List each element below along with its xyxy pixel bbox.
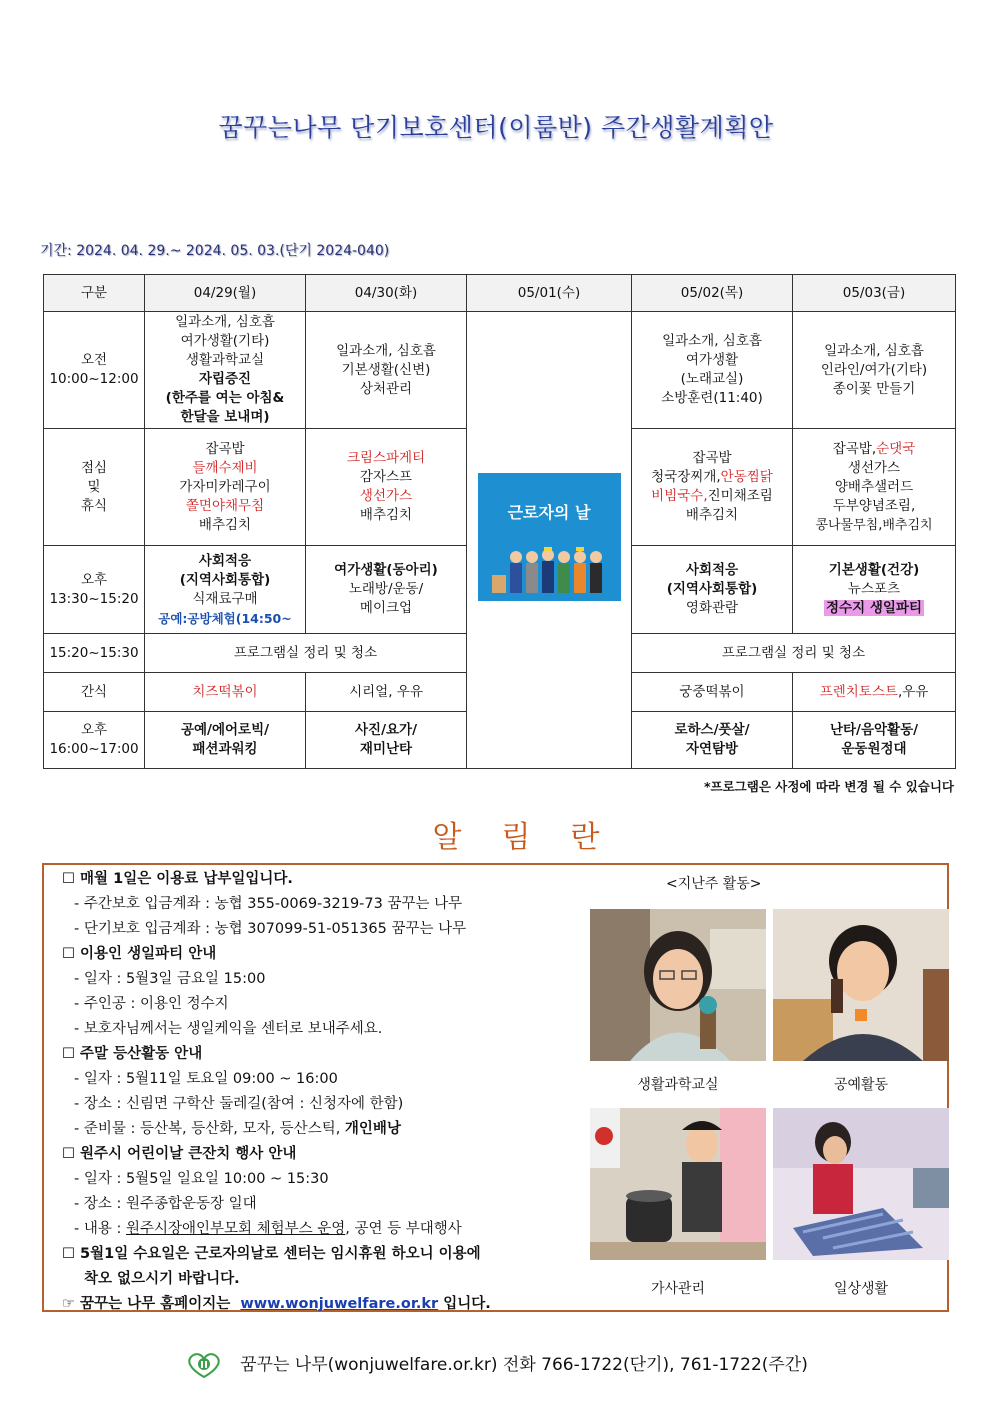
cell-snack-thu: 궁중떡볶이 (632, 673, 793, 712)
header-mon: 04/29(월) (145, 275, 306, 312)
list-item: - 단기보호 입금계좌 : 농협 307099-51-051365 꿈꾸는 나무 (74, 921, 467, 937)
holiday-banner (478, 473, 621, 601)
homepage-line: ☞ 꿈꾸는 나무 홈페이지는 www.wonjuwelfare.or.kr 입니다. (62, 1296, 491, 1312)
table-header-row (44, 275, 956, 312)
cell-late-thu: 로하스/풋살/ 자연탐방 (632, 712, 793, 769)
caption-daily-life: 일상생활 (833, 1281, 889, 1297)
footer-text: 꿈꾸는 나무(wonjuwelfare.or.kr) 전화 766-1722(단기), 761-1722(주간) (240, 1355, 808, 1375)
cell-afternoon-tue: 여가생활(동아리) 노래방/운동/ 메이크업 (306, 546, 467, 634)
hiking-heading: ☐ 주말 등산활동 안내 (62, 1046, 203, 1062)
list-item: - 주인공 : 이용인 정수지 (74, 996, 229, 1012)
header-tue: 04/30(화) (306, 275, 467, 312)
cell-late-mon: 공예/에어로빅/ 패션과워킹 (145, 712, 306, 769)
center-logo-icon (184, 1351, 224, 1379)
list-item: - 일자 : 5월5일 일요일 10:00 ~ 15:30 (74, 1171, 329, 1187)
row-label-morning: 오전 10:00~12:00 (44, 312, 145, 429)
activity-photo-housekeeping (590, 1108, 766, 1260)
cell-lunch-thu: 잡곡밥 청국장찌개,안동찜닭 비빔국수,진미채조림 배추김치 (632, 429, 793, 546)
activity-photo-science (590, 909, 766, 1061)
cell-late-fri: 난타/음악활동/ 운동원정대 (793, 712, 956, 769)
table-row (44, 312, 956, 429)
cell-lunch-fri: 잡곡밥,순댓국 생선가스 양배추샐러드 두부양념조림, 콩나물무침,배추김치 (793, 429, 956, 546)
closure-notice: ☐ 5월1일 수요일은 근로자의날로 센터는 임시휴원 하오니 이용에 (62, 1246, 481, 1262)
list-item: - 주간보호 입금계좌 : 농협 355-0069-3219-73 꿈꾸는 나무 (74, 896, 463, 912)
holiday-label: 근로자의 날 (507, 503, 591, 522)
closure-notice-cont: 착오 없으시기 바랍니다. (84, 1271, 240, 1287)
cell-snack-fri: 프렌치토스트,우유 (793, 673, 956, 712)
cell-morning-fri: 일과소개, 심호흡 인라인/여가(기타) 종이꽃 만들기 (793, 312, 956, 429)
cell-afternoon-mon: 사회적응 (지역사회통합) 식재료구매 공예:공방체험(14:50~ (145, 546, 306, 634)
caption-craft: 공예활동 (833, 1077, 889, 1093)
header-category: 구분 (44, 275, 145, 312)
row-label-lunch: 점심 및 휴식 (44, 429, 145, 546)
cell-morning-tue: 일과소개, 심호흡 기본생활(신변) 상처관리 (306, 312, 467, 429)
fee-heading: ☐ 매월 1일은 이용료 납부일입니다. (62, 871, 293, 887)
schedule-note: *프로그램은 사정에 따라 변경 될 수 있습니다 (704, 779, 954, 794)
activity-photo-daily-life (773, 1108, 949, 1260)
cell-afternoon-fri: 기본생활(건강) 뉴스포츠 정수지 생일파티 (793, 546, 956, 634)
row-label-afternoon: 오후 13:30~15:20 (44, 546, 145, 634)
cell-morning-thu: 일과소개, 심호흡 여가생활 (노래교실) 소방훈련(11:40) (632, 312, 793, 429)
birthday-heading: ☐ 이용인 생일파티 안내 (62, 946, 217, 962)
cell-holiday-wed (467, 312, 632, 769)
cell-lunch-tue: 크림스파게티 감자스프 생선가스 배추김치 (306, 429, 467, 546)
cell-morning-mon: 일과소개, 심호흡 여가생활(기타) 생활과학교실 자립증진 (한주를 여는 아침& 한달을 보내며) (145, 312, 306, 429)
cell-snack-mon: 치즈떡볶이 (145, 673, 306, 712)
weekly-schedule-table (43, 274, 956, 769)
period-label: 기간: 2024. 04. 29.~ 2024. 05. 03.(단기 2024-040) (40, 243, 390, 259)
header-fri: 05/03(금) (793, 275, 956, 312)
row-label-snack: 간식 (44, 673, 145, 712)
list-item: - 준비물 : 등산복, 등산화, 모자, 등산스틱, 개인배낭 (74, 1121, 401, 1137)
birthday-highlight: 정수지 생일파티 (826, 600, 922, 616)
cell-late-tue: 사진/요가/ 재미난타 (306, 712, 467, 769)
list-item: - 일자 : 5월11일 토요일 09:00 ~ 16:00 (74, 1071, 338, 1087)
list-item: - 장소 : 원주종합운동장 일대 (74, 1196, 257, 1212)
list-item: - 내용 : 원주시장애인부모회 체험부스 운영, 공연 등 부대행사 (74, 1221, 462, 1237)
footer (0, 1350, 992, 1379)
header-wed: 05/01(수) (467, 275, 632, 312)
gallery-title: <지난주 활동> (666, 876, 762, 892)
notice-heading: 알림란 (432, 820, 640, 855)
caption-science: 생활과학교실 (637, 1077, 719, 1093)
announcement-list (62, 867, 602, 1317)
cell-cleanup-thu-fri: 프로그램실 정리 및 청소 (632, 634, 956, 673)
activity-photo-craft (773, 909, 949, 1061)
list-item: - 보호자님께서는 생일케익을 센터로 보내주세요. (74, 1021, 383, 1037)
page-title: 꿈꾸는나무 단기보호센터(이룸반) 주간생활계획안 (218, 113, 774, 142)
homepage-link[interactable]: www.wonjuwelfare.or.kr (240, 1296, 439, 1312)
caption-housekeeping: 가사관리 (650, 1281, 706, 1297)
list-item: - 일자 : 5월3일 금요일 15:00 (74, 971, 266, 987)
list-item: - 장소 : 신림면 구학산 둘레길(참여 : 신청자에 한함) (74, 1096, 404, 1112)
row-label-cleanup: 15:20~15:30 (44, 634, 145, 673)
cell-cleanup-mon-tue: 프로그램실 정리 및 청소 (145, 634, 467, 673)
children-day-heading: ☐ 원주시 어린이날 큰잔치 행사 안내 (62, 1146, 297, 1162)
cell-lunch-mon: 잡곡밥 들깨수제비 가자미카레구이 쫄면야채무침 배추김치 (145, 429, 306, 546)
workers-illustration (492, 545, 607, 593)
header-thu: 05/02(목) (632, 275, 793, 312)
cell-snack-tue: 시리얼, 우유 (306, 673, 467, 712)
cell-afternoon-thu: 사회적응 (지역사회통합) 영화관람 (632, 546, 793, 634)
row-label-late-afternoon: 오후 16:00~17:00 (44, 712, 145, 769)
